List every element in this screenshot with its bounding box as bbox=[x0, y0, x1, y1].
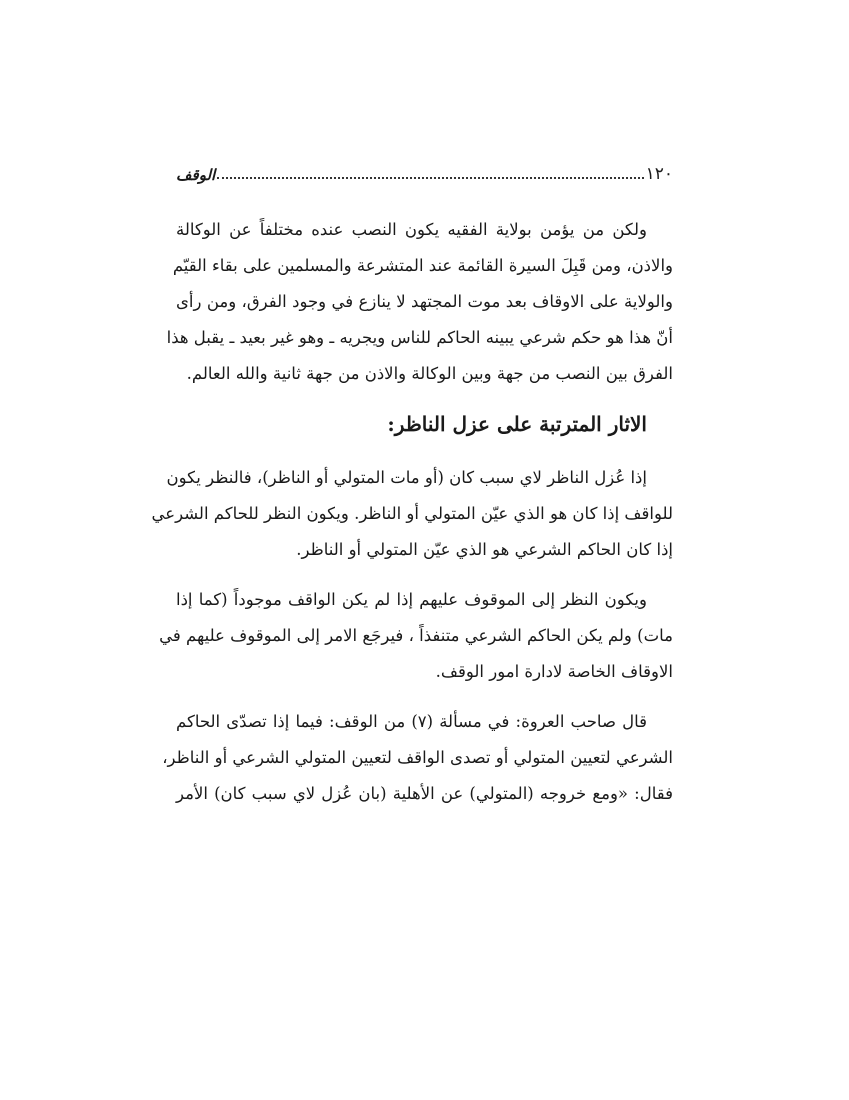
text-line: إذا كان الحاكم الشرعي هو الذي عيّن المتولي أو الناظر. bbox=[296, 540, 673, 559]
text-line: ولكن من يؤمن بولاية الفقيه يكون النصب عنده مختلفاً عن الوكالة bbox=[176, 220, 647, 239]
page-body bbox=[151, 212, 673, 826]
text-line: فقال: «ومع خروجه (المتولي) عن الأهلية (بان عُزل لاي سبب كان) الأمر bbox=[176, 784, 673, 803]
text-line: قال صاحب العروة: في مسألة (٧) من الوقف: فيما إذا تصدّى الحاكم bbox=[176, 712, 647, 731]
header-leader-dots bbox=[217, 176, 643, 179]
text-line: الفرق بين النصب من جهة وبين الوكالة والاذن من جهة ثانية والله العالم. bbox=[186, 364, 673, 383]
text-line: والولاية على الاوقاف بعد موت المجتهد لا ينازع في وجود الفرق، ومن رأى bbox=[176, 292, 673, 311]
text-line: والاذن، ومن قَبِلَ السيرة القائمة عند المتشرعة والمسلمين على بقاء القيّم bbox=[172, 256, 673, 275]
text-line: أنّ هذا هو حكم شرعي يبينه الحاكم للناس ويجريه ـ وهو غير بعيد ـ يقبل هذا bbox=[166, 328, 673, 347]
section-heading: الاثار المترتبة على عزل الناظر: bbox=[387, 412, 647, 436]
text-line: الشرعي لتعيين المتولي أو تصدى الواقف لتعيين المتولي الشرعي أو الناظر، bbox=[162, 748, 673, 767]
text-line: الاوقاف الخاصة لادارة امور الوقف. bbox=[435, 662, 673, 681]
text-line: مات) ولم يكن الحاكم الشرعي متنفذاً ، فيرجَع الامر إلى الموقوف عليهم في bbox=[159, 626, 673, 645]
page-number: ١٢٠ bbox=[645, 164, 673, 184]
text-line: للواقف إذا كان هو الذي عيّن المتولي أو الناظر. ويكون النظر للحاكم الشرعي bbox=[151, 504, 673, 523]
text-line: إذا عُزل الناظر لاي سبب كان (أو مات المتولي أو الناظر)، فالنظر يكون bbox=[166, 468, 647, 487]
running-title: الوقف bbox=[176, 166, 216, 184]
paragraph-naseb-difference bbox=[166, 212, 673, 392]
page-header bbox=[176, 150, 673, 184]
text-line: ويكون النظر إلى الموقوف عليهم إذا لم يكن الواقف موجوداً (كما إذا bbox=[176, 590, 647, 609]
paragraph-urwa-quote bbox=[162, 704, 673, 812]
paragraph-beneficiaries bbox=[159, 582, 673, 690]
paragraph-dismissal bbox=[151, 460, 673, 568]
